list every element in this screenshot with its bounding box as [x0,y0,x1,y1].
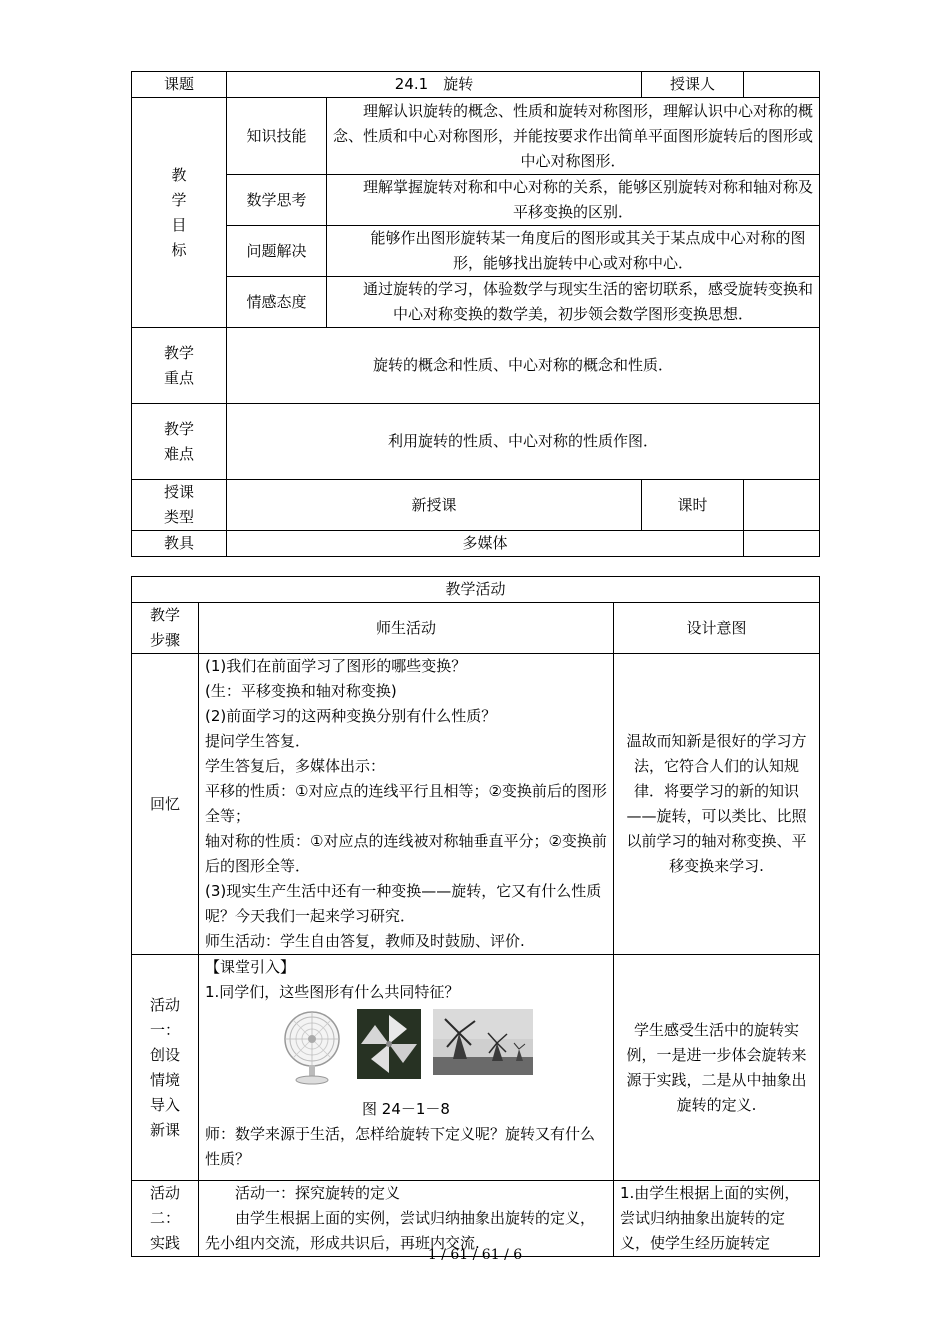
tools-value: 多媒体 [227,531,744,557]
topic-value: 24.1 旋转 [227,72,642,98]
objective-category: 问题解决 [227,226,327,277]
review-intent: 温故而知新是很好的学习方法，它符合人们的认知规律．将要学习的新的知识——旋转，可以类比、比照以前学习的轴对称变换、平移变换来学习. [614,654,820,955]
objective-text: 通过旋转的学习，体验数学与现实生活的密切联系，感受旋转变换和中心对称变换的数学美，初步领会数学图形变换思想． [327,277,820,328]
difficulties-label-line: 难点 [163,444,194,463]
step-line: 情境 [149,1070,180,1089]
teacher-value [744,72,820,98]
difficulties-label-line: 教学 [163,419,194,438]
col-step-header-line: 步骤 [149,631,180,649]
activity-one-intent: 学生感受生活中的旋转实例，一是进一步体会旋转来源于实践，二是从中抽象出旋转的定义. [614,955,820,1181]
activities-table [131,576,820,1257]
objectives-label-line: 教 [171,165,187,184]
lesson-plan-table [131,71,820,557]
tools-label: 教具 [132,531,227,557]
lesson-type-label [132,480,227,531]
step-line: 实践 [149,1234,180,1252]
pinwheel-image [357,1009,421,1079]
objective-text: 能够作出图形旋转某一角度后的图形或其关于某点成中心对称的图形，能够找出旋转中心或对称中心． [327,226,820,277]
windmills-image [433,1009,533,1075]
key-points-text: 旋转的概念和性质、中心对称的概念和性质． [227,328,820,404]
objectives-label [132,98,227,328]
key-points-label-line: 教学 [163,343,194,362]
review-activity [199,654,614,955]
page-footer: 1 / 61 / 61 / 6 [427,1247,523,1263]
activity-one-line: 师：数学来源于生活，怎样给旋转下定义呢？旋转又有什么性质？ [205,1125,596,1168]
review-line: 轴对称的性质：①对应点的连线被对称轴垂直平分；②变换前后的图形全等． [205,832,607,875]
key-points-label-line: 重点 [163,368,194,387]
key-points-label [132,328,227,404]
col-activity-header: 师生活动 [199,603,614,654]
objectives-label-line: 目 [171,215,187,234]
activity-one-content [199,955,614,1181]
step-line: 一： [149,1020,180,1039]
difficulties-label [132,404,227,480]
col-step-header-line: 教学 [149,606,180,624]
lesson-type-value: 新授课 [227,480,642,531]
difficulties-text: 利用旋转的性质、中心对称的性质作图． [227,404,820,480]
step-line: 活动 [149,995,180,1014]
review-line: 师生活动：学生自由答复，教师及时鼓励、评价. [205,932,525,950]
step-review: 回忆 [132,654,199,955]
step-activity-one [132,955,199,1181]
hours-value [744,480,820,531]
objective-category: 知识技能 [227,98,327,175]
review-line: 提问学生答复． [205,732,311,750]
review-line: 平移的性质：①对应点的连线平行且相等；②变换前后的图形全等； [205,782,607,825]
step-line: 二： [149,1209,180,1227]
tools-extra [744,531,820,557]
col-step-header [132,603,199,654]
step-line: 活动 [149,1184,180,1202]
activity-two-line: 活动一：探究旋转的定义 [235,1184,401,1202]
objective-text: 理解掌握旋转对称和中心对称的关系，能够区别旋转对称和轴对称及平移变换的区别． [327,175,820,226]
activity-two-intent: 1.由学生根据上面的实例，尝试归纳抽象出旋转的定义，使学生经历旋转定 [614,1181,820,1257]
electric-fan-image [279,1009,345,1085]
step-line: 创设 [149,1045,180,1064]
topic-label: 课题 [132,72,227,98]
review-line: 学生答复后，多媒体出示： [205,757,386,775]
hours-label: 课时 [642,480,744,531]
activity-one-line: 【课堂引入】 [205,958,296,976]
col-intent-header: 设计意图 [614,603,820,654]
objectives-label-line: 学 [171,190,187,209]
objective-text: 理解认识旋转的概念、性质和旋转对称图形，理解认识中心对称的概念、性质和中心对称图形，并能按要求作出简单平面图形旋转后的图形或中心对称图形． [327,98,820,175]
activities-title: 教学活动 [132,577,820,603]
objective-category: 情感态度 [227,277,327,328]
review-line: (3)现实生产生活中还有一种变换——旋转，它又有什么性质呢？今天我们一起来学习研究． [205,882,602,925]
activity-two-content [199,1181,614,1257]
rotation-examples-figure [205,1009,607,1085]
step-activity-two [132,1181,199,1257]
review-line: (1)我们在前面学习了图形的哪些变换？ [205,657,467,675]
activity-two-line: 由学生根据上面的实例，尝试归纳抽象出旋转的定义，先小组内交流，形成共识后，再班内交流. [205,1209,596,1252]
objectives-label-line: 标 [171,240,187,259]
objective-category: 数学思考 [227,175,327,226]
step-line: 新课 [149,1120,180,1139]
step-line: 导入 [149,1095,180,1114]
review-line: (2)前面学习的这两种变换分别有什么性质？ [205,707,497,725]
lesson-type-label-line: 类型 [163,508,194,526]
teacher-label: 授课人 [642,72,744,98]
activity-one-line: 1.同学们，这些图形有什么共同特征？ [205,983,460,1001]
lesson-type-label-line: 授课 [163,483,194,501]
review-line: (生：平移变换和轴对称变换) [205,682,397,700]
figure-caption: 图 24－1－8 [362,1100,450,1118]
